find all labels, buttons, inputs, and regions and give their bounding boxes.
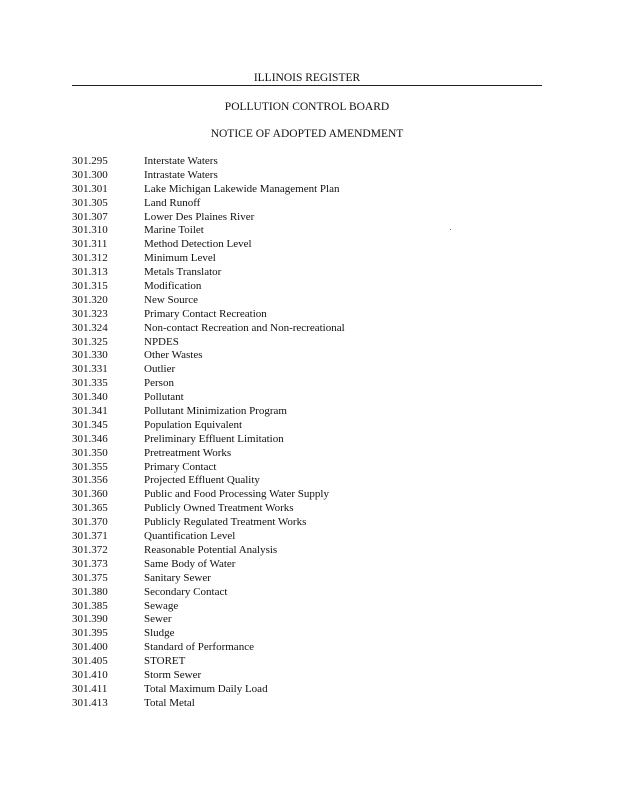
section-list xyxy=(72,155,542,711)
section-name: Secondary Contact xyxy=(144,585,228,598)
section-row xyxy=(72,669,542,683)
section-row xyxy=(72,474,542,488)
section-row xyxy=(72,530,542,544)
section-row xyxy=(72,488,542,502)
section-name: Method Detection Level xyxy=(144,238,252,251)
section-name: Marine Toilet xyxy=(144,224,204,237)
section-number: 301.324 xyxy=(72,321,108,334)
section-row xyxy=(72,461,542,475)
section-number: 301.356 xyxy=(72,474,108,487)
section-number: 301.301 xyxy=(72,182,108,195)
section-row xyxy=(72,447,542,461)
section-name: Pretreatment Works xyxy=(144,446,232,459)
section-number: 301.305 xyxy=(72,196,108,209)
section-row xyxy=(72,516,542,530)
section-number: 301.371 xyxy=(72,530,108,543)
section-number: 301.400 xyxy=(72,641,108,654)
section-name: Publicly Regulated Treatment Works xyxy=(144,516,307,529)
section-row xyxy=(72,641,542,655)
section-number: 301.375 xyxy=(72,571,108,584)
section-number: 301.340 xyxy=(72,391,108,404)
section-name: Other Wastes xyxy=(144,349,203,362)
section-row xyxy=(72,169,542,183)
section-name: Lake Michigan Lakewide Management Plan xyxy=(144,182,340,195)
section-row xyxy=(72,197,542,211)
section-name: NPDES xyxy=(144,335,179,348)
section-name: Person xyxy=(144,377,174,390)
section-number: 301.341 xyxy=(72,405,108,418)
section-number: 301.300 xyxy=(72,168,108,181)
section-name: New Source xyxy=(144,293,199,306)
section-name: Sanitary Sewer xyxy=(144,571,211,584)
section-name: Reasonable Potential Analysis xyxy=(144,543,278,556)
section-name: Intrastate Waters xyxy=(144,168,218,181)
section-row xyxy=(72,558,542,572)
section-row xyxy=(72,697,542,711)
section-number: 301.405 xyxy=(72,655,108,668)
section-name: Population Equivalent xyxy=(144,418,243,431)
section-row xyxy=(72,683,542,697)
section-row xyxy=(72,224,542,238)
scan-speck xyxy=(450,229,451,230)
section-name: Projected Effluent Quality xyxy=(144,474,260,487)
section-name: Primary Contact Recreation xyxy=(144,307,267,320)
section-name: STORET xyxy=(144,655,186,668)
section-number: 301.307 xyxy=(72,210,108,223)
section-number: 301.355 xyxy=(72,460,108,473)
section-number: 301.346 xyxy=(72,432,108,445)
section-number: 301.390 xyxy=(72,613,108,626)
section-number: 301.410 xyxy=(72,668,108,681)
section-name: Non-contact Recreation and Non-recreational xyxy=(144,321,345,334)
section-name: Total Maximum Daily Load xyxy=(144,682,268,695)
section-row xyxy=(72,586,542,600)
section-row xyxy=(72,572,542,586)
section-name: Pollutant Minimization Program xyxy=(144,405,287,418)
section-row xyxy=(72,613,542,627)
section-name: Sewage xyxy=(144,599,179,612)
section-name: Storm Sewer xyxy=(144,668,202,681)
section-number: 301.360 xyxy=(72,488,108,501)
section-row xyxy=(72,266,542,280)
section-row xyxy=(72,308,542,322)
section-row xyxy=(72,405,542,419)
section-name: Primary Contact xyxy=(144,460,217,473)
section-row xyxy=(72,280,542,294)
section-number: 301.310 xyxy=(72,224,108,237)
section-row xyxy=(72,600,542,614)
notice-title: NOTICE OF ADOPTED AMENDMENT xyxy=(210,128,404,140)
section-row xyxy=(72,252,542,266)
section-name: Same Body of Water xyxy=(144,557,236,570)
section-name: Publicly Owned Treatment Works xyxy=(144,502,294,515)
section-row xyxy=(72,419,542,433)
section-row xyxy=(72,433,542,447)
section-row xyxy=(72,627,542,641)
section-row xyxy=(72,502,542,516)
section-name: Minimum Level xyxy=(144,252,216,265)
section-name: Quantification Level xyxy=(144,530,236,543)
register-title: ILLINOIS REGISTER xyxy=(72,71,542,86)
section-number: 301.331 xyxy=(72,363,108,376)
section-number: 301.373 xyxy=(72,557,108,570)
section-number: 301.365 xyxy=(72,502,108,515)
section-number: 301.345 xyxy=(72,418,108,431)
section-number: 301.370 xyxy=(72,516,108,529)
section-row xyxy=(72,294,542,308)
section-row xyxy=(72,336,542,350)
section-name: Total Metal xyxy=(144,696,195,709)
section-name: Modification xyxy=(144,280,202,293)
section-row xyxy=(72,391,542,405)
section-number: 301.411 xyxy=(72,682,108,695)
section-row xyxy=(72,238,542,252)
section-row xyxy=(72,211,542,225)
section-row xyxy=(72,349,542,363)
section-number: 301.323 xyxy=(72,307,108,320)
section-name: Land Runoff xyxy=(144,196,201,209)
board-title: POLLUTION CONTROL BOARD xyxy=(224,101,390,113)
section-name: Sewer xyxy=(144,613,172,626)
section-number: 301.372 xyxy=(72,543,108,556)
section-row xyxy=(72,544,542,558)
section-number: 301.335 xyxy=(72,377,108,390)
section-number: 301.413 xyxy=(72,696,108,709)
section-number: 301.315 xyxy=(72,280,108,293)
section-number: 301.320 xyxy=(72,293,108,306)
section-number: 301.380 xyxy=(72,585,108,598)
section-name: Pollutant xyxy=(144,391,184,404)
section-row xyxy=(72,155,542,169)
section-number: 301.330 xyxy=(72,349,108,362)
section-number: 301.312 xyxy=(72,252,108,265)
section-name: Sludge xyxy=(144,627,175,640)
section-number: 301.395 xyxy=(72,627,108,640)
section-number: 301.295 xyxy=(72,155,108,167)
section-name: Lower Des Plaines River xyxy=(144,210,255,223)
section-name: Metals Translator xyxy=(144,266,222,279)
section-row xyxy=(72,322,542,336)
section-number: 301.350 xyxy=(72,446,108,459)
section-number: 301.311 xyxy=(72,238,108,251)
section-row xyxy=(72,363,542,377)
section-row xyxy=(72,377,542,391)
section-row xyxy=(72,655,542,669)
section-number: 301.385 xyxy=(72,599,108,612)
section-number: 301.325 xyxy=(72,335,108,348)
section-name: Preliminary Effluent Limitation xyxy=(144,432,284,445)
section-name: Standard of Performance xyxy=(144,641,254,654)
section-name: Public and Food Processing Water Supply xyxy=(144,488,329,501)
section-number: 301.313 xyxy=(72,266,108,279)
section-name: Outlier xyxy=(144,363,176,376)
section-name: Interstate Waters xyxy=(144,155,218,167)
section-row xyxy=(72,183,542,197)
